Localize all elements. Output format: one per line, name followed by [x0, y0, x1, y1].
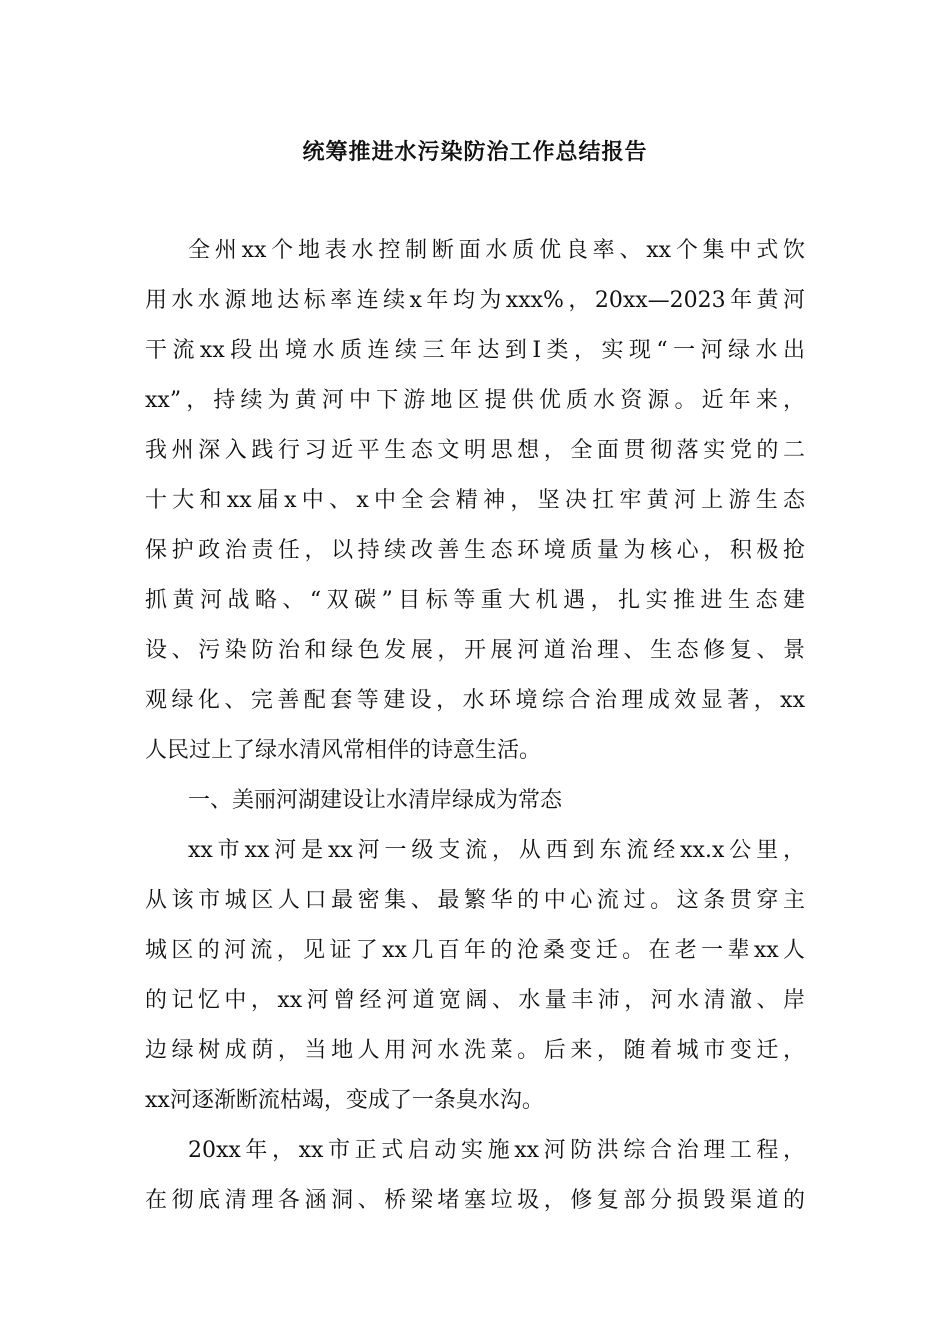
text-line: xx市xx河是xx河一级支流，从西到东流经xx.x公里， [188, 838, 805, 863]
section-heading [145, 776, 805, 826]
text-line: 人民过上了绿水清风常相伴的诗意生活。 [145, 738, 542, 763]
text-line: 十大和xx届x中、x中全会精神，坚决扛牢黄河上游生态 [145, 488, 805, 513]
document-body [145, 226, 805, 1226]
text-line: 边绿树成荫，当地人用河水洗菜。后来，随着城市变迁， [145, 1038, 805, 1063]
text-line: 抓黄河战略、“双碳”目标等重大机遇，扎实推进生态建 [145, 588, 805, 613]
section-heading-text: 一、美丽河湖建设让水清岸绿成为常态 [188, 788, 563, 813]
text-line: 城区的河流，见证了xx几百年的沧桑变迁。在老一辈xx人 [145, 938, 805, 963]
paragraph-project [145, 1126, 805, 1226]
text-line: 干流xx段出境水质连续三年达到Ⅰ类，实现“一河绿水出 [145, 338, 805, 363]
text-line: 的记忆中，xx河曾经河道宽阔、水量丰沛，河水清澈、岸 [145, 988, 805, 1013]
text-line: xx”，持续为黄河中下游地区提供优质水资源。近年来， [145, 388, 805, 413]
text-line: 观绿化、完善配套等建设，水环境综合治理成效显著，xx [145, 688, 805, 713]
paragraph-intro [145, 226, 805, 776]
text-line: 用水水源地达标率连续x年均为xxx%，20xx—2023年黄河 [145, 288, 805, 313]
document-title: 统筹推进水污染防治工作总结报告 [302, 140, 648, 165]
text-line: 在彻底清理各涵洞、桥梁堵塞垃圾，修复部分损毁渠道的 [145, 1188, 805, 1213]
paragraph-river-history [145, 826, 805, 1126]
text-line: 20xx年，xx市正式启动实施xx河防洪综合治理工程， [188, 1138, 805, 1163]
text-line: 我州深入践行习近平生态文明思想，全面贯彻落实党的二 [145, 438, 805, 463]
text-line: 全州xx个地表水控制断面水质优良率、xx个集中式饮 [188, 238, 805, 263]
text-line: 设、污染防治和绿色发展，开展河道治理、生态修复、景 [145, 638, 805, 663]
text-line: 保护政治责任，以持续改善生态环境质量为核心，积极抢 [145, 538, 805, 563]
text-line: xx河逐渐断流枯竭，变成了一条臭水沟。 [145, 1088, 544, 1113]
text-line: 从该市城区人口最密集、最繁华的中心流过。这条贯穿主 [145, 888, 805, 913]
